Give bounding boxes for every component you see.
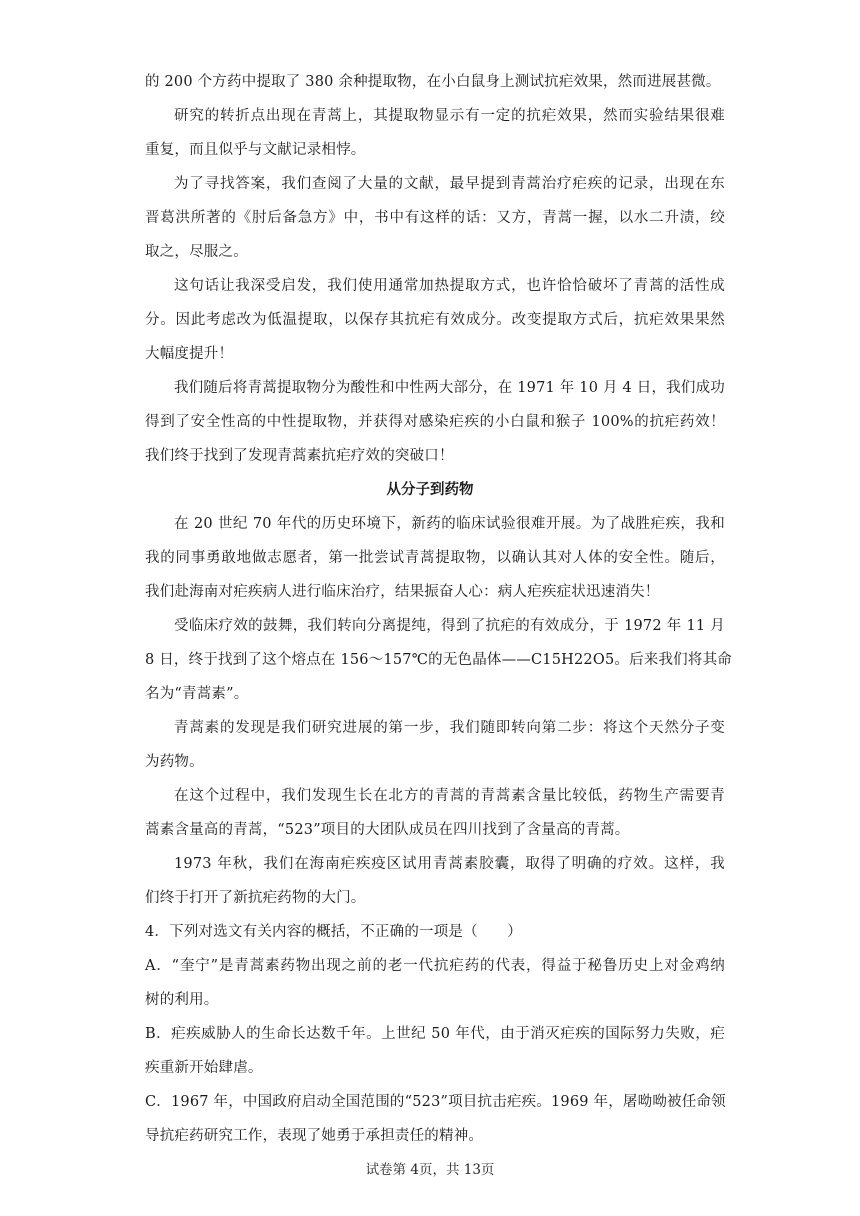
body-line: 为药物。 <box>145 754 204 770</box>
body-line: 我们终于找到了发现青蒿素抗疟疗效的突破口！ <box>145 448 454 464</box>
option-c-line: C．1967 年，中国政府启动全国范围的“523”项目抗击疟疾。1969 年，屠呦呦被任命领 <box>145 1094 726 1110</box>
body-line: 分。因此考虑改为低温提取，以保存其抗疟有效成分。改变提取方式后，抗疟效果果然 <box>145 312 725 328</box>
body-line: 晋葛洪所著的《肘后备急方》中，书中有这样的话：又方，青蒿一握，以水二升渍，绞 <box>145 210 725 226</box>
body-line: 我们赴海南对疟疾病人进行临床治疗，结果振奋人心：病人疟疾症状迅速消失！ <box>145 584 660 600</box>
body-line: 名为“青蒿素”。 <box>145 686 249 702</box>
option-c-line: 导抗疟药研究工作，表现了她勇于承担责任的精神。 <box>145 1128 484 1144</box>
option-b-line: B．疟疾威胁人的生命长达数千年。上世纪 50 年代，由于消灭疟疾的国际努力失败，疟 <box>145 1026 725 1042</box>
body-line: 研究的转折点出现在青蒿上，其提取物显示有一定的抗疟效果，然而实验结果很难 <box>174 108 725 124</box>
body-line: 受临床疗效的鼓舞，我们转向分离提纯，得到了抗疟的有效成分，于 1972 年 11 月 <box>174 618 725 634</box>
body-line: 这句话让我深受启发，我们使用通常加热提取方式，也许恰恰破坏了青蒿的活性成 <box>174 278 725 294</box>
body-line: 为了寻找答案，我们查阅了大量的文献，最早提到青蒿治疗疟疾的记录，出现在东 <box>174 176 725 192</box>
body-line: 重复，而且似乎与文献记录相悖。 <box>145 142 366 158</box>
body-line: 1973 年秋，我们在海南疟疾疫区试用青蒿素胶囊，取得了明确的疗效。这样，我 <box>174 856 725 872</box>
body-line: 取之，尽服之。 <box>145 244 248 260</box>
body-line: 得到了安全性高的中性提取物，并获得对感染疟疾的小白鼠和猴子 100%的抗疟药效！ <box>145 414 725 430</box>
body-line: 大幅度提升！ <box>145 346 234 362</box>
body-line: 我们随后将青蒿提取物分为酸性和中性两大部分，在 1971 年 10 月 4 日，我们成功 <box>174 380 725 396</box>
body-line: 在 20 世纪 70 年代的历史环境下，新药的临床试验很难开展。为了战胜疟疾，我和 <box>174 516 725 532</box>
option-a-line: 树的利用。 <box>145 992 219 1008</box>
body-line: 8 日，终于找到了这个熔点在 156～157℃的无色晶体——C15H22O5。后来我们将其命 <box>145 652 732 668</box>
body-line: 蒿素含量高的青蒿，“523”项目的大团队成员在四川找到了含量高的青蒿。 <box>145 822 630 838</box>
section-heading: 从分子到药物 <box>386 482 474 498</box>
option-a-line: A．“奎宁”是青蒿素药物出现之前的老一代抗疟药的代表，得益于秘鲁历史上对金鸡纳 <box>145 958 725 974</box>
question-stem: 4．下列对选文有关内容的概括，不正确的一项是（ ） <box>145 924 522 940</box>
body-line: 我的同事勇敢地做志愿者，第一批尝试青蒿提取物，以确认其对人体的安全性。随后， <box>145 550 725 566</box>
body-line: 们终于打开了新抗疟药物的大门。 <box>145 890 366 906</box>
body-line: 的 200 个方药中提取了 380 余种提取物，在小白鼠身上测试抗疟效果，然而进展甚微。 <box>145 74 721 90</box>
body-line: 青蒿素的发现是我们研究进展的第一步，我们随即转向第二步：将这个天然分子变 <box>174 720 725 736</box>
option-b-line: 疾重新开始肆虐。 <box>145 1060 263 1076</box>
page-footer: 试卷第 4页，共 13页 <box>365 1162 495 1178</box>
body-line: 在这个过程中，我们发现生长在北方的青蒿的青蒿素含量比较低，药物生产需要青 <box>174 788 725 804</box>
